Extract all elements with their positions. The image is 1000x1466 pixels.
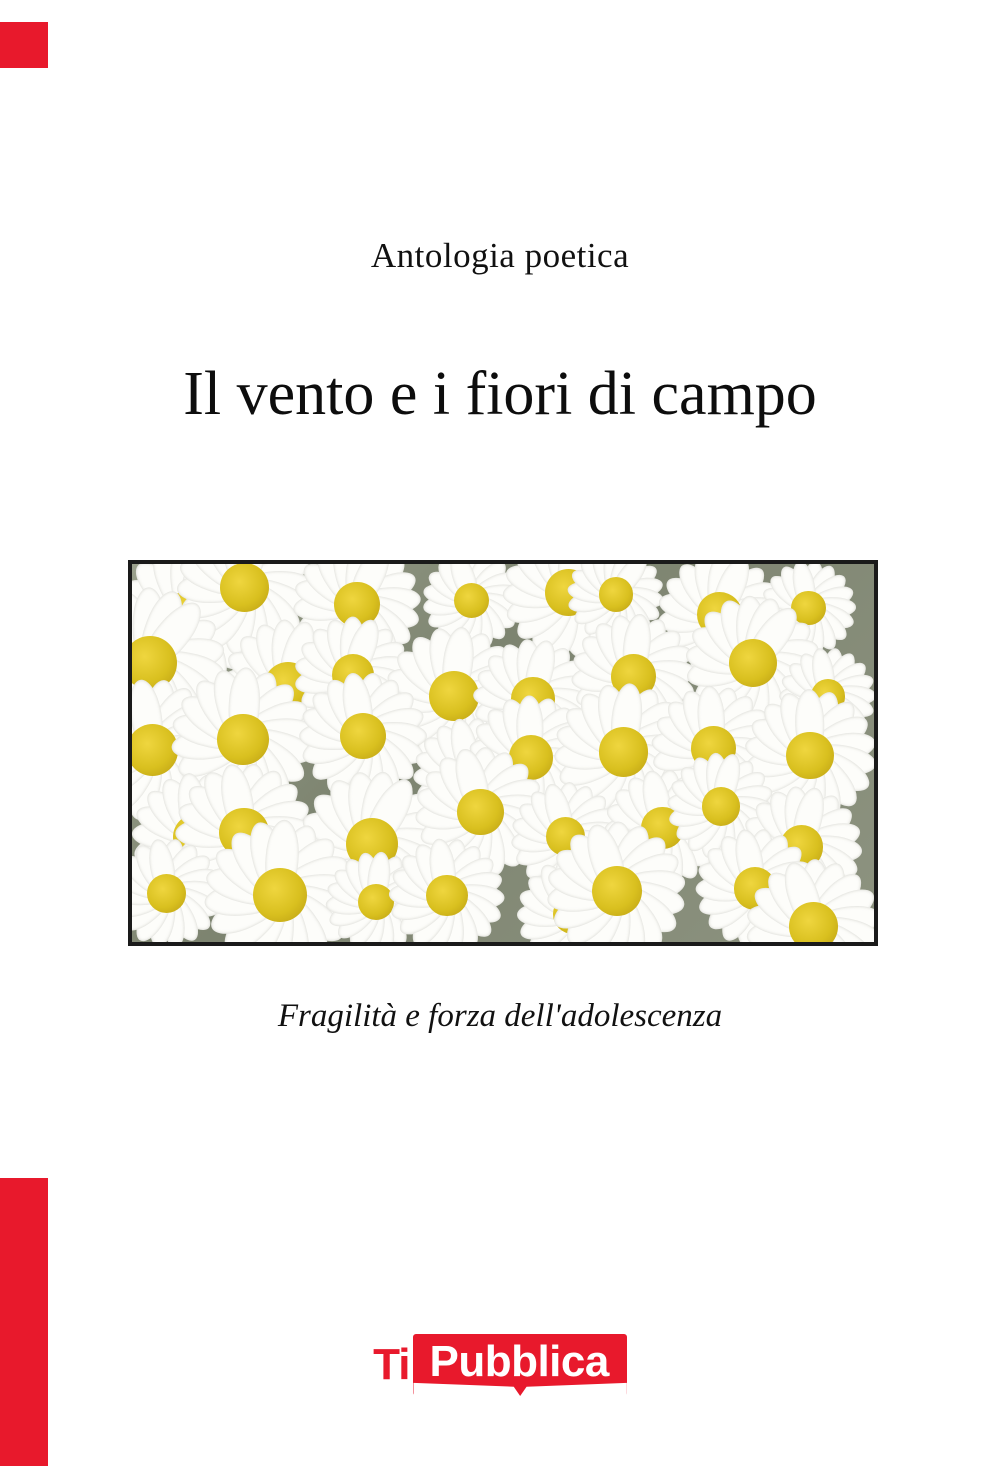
publisher-mark: Ti xyxy=(373,1340,410,1389)
publisher-logo xyxy=(0,1334,1000,1396)
publisher-name: Pubblica xyxy=(429,1337,609,1386)
series-label: Antologia poetica xyxy=(370,236,630,275)
page-title: Il vento e i fiori di campo xyxy=(183,360,817,428)
subtitle: Fragilità e forza dell'adolescenza xyxy=(277,998,723,1034)
daisy-field-photo xyxy=(132,564,874,942)
cover-photo xyxy=(128,560,878,946)
daisy-flower xyxy=(389,838,505,946)
publisher-name-plate xyxy=(413,1334,626,1396)
